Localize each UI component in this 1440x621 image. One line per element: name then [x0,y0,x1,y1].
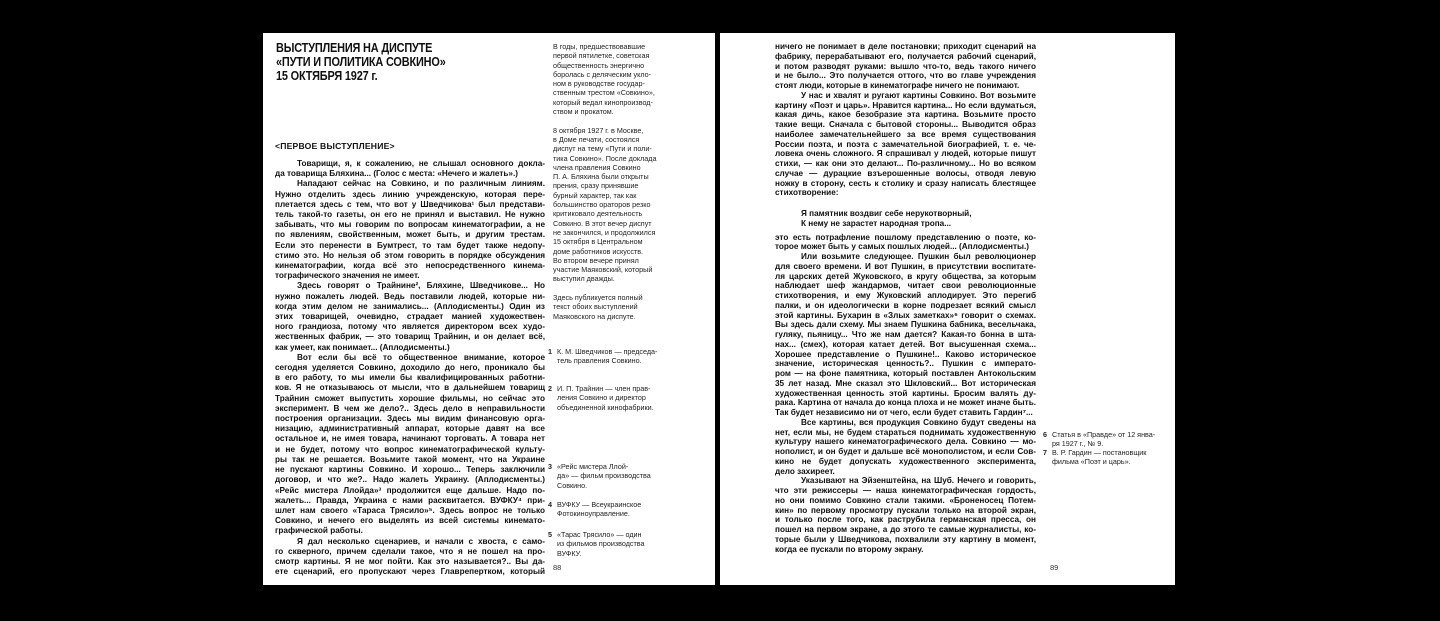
footnote-line: «Тарас Трясило» — один [557,530,642,539]
page-number: 88 [553,563,562,572]
sidenote [553,126,678,284]
sidenote-line: бурный характер, так как [553,190,637,200]
text-line: плетается здесь с тем, что вот у Шведчикова¹ был представи- [275,199,545,209]
text-line: К нему не зарастет народная тропа... [801,218,952,228]
text-line: как умеет, как понимает... (Аплодисменты.) [275,342,450,352]
text-line: этой картины. Бухарин в «Злых заметках»⁶ говорит о схемах. [775,310,1036,320]
footnote-line: ления Совкино и директор [557,393,646,403]
text-line: пошел на первом экране, а до этого те самые журналисты, ко- [775,525,1036,534]
sidenote-line: ном в руководстве государ- [553,79,645,89]
sidenote-line: тика Совкино». После доклада [553,153,657,163]
verse-quote [775,209,1036,229]
text-line: ете сценарий, его пропускают через Главрепертком, который [275,567,545,577]
text-line: какая дичь, какое безобразие эта картина. Возьмите просто [775,110,1036,120]
text-line: и не было... Это получается оттого, что во главе учреждения [775,71,1036,81]
footnote-number: 5 [548,530,552,539]
main-text-column [775,42,1036,554]
footnote-text [1052,430,1173,449]
paragraph [275,281,545,352]
text-line: шлет нам своего «Тараса Трясило»⁵. Здесь вопрос не только [275,505,545,515]
page-number: 89 [1050,563,1059,572]
text-line: наблюдает шеф жандармов, читает свои революционные [775,281,1036,291]
text-line: смотр картины. Я не мог пойти. Как это называется?.. Вы да- [275,556,545,566]
footnote-number: 2 [548,384,552,393]
text-line: когда ее пускали по второму экрану. [775,544,924,554]
text-line: 35 лет назад. Мне сказал это Шкловский... Вот историческая [775,378,1036,388]
text-line: что эти режиссеры — наша кинематографическая гордость, [775,486,1036,495]
text-line: тографического значения не имеет. [275,271,420,281]
footnote-line: ря 1927 г., № 9. [1052,439,1104,449]
text-line: ничего не понимает в деле постановки; приходит сценарий на [775,42,1036,51]
footnote-text [557,384,678,412]
sidenote-column [553,42,678,330]
sidenote-line: В годы, предшествовавшие [553,42,646,51]
text-line: Вы здесь дали схему. Мы знаем Пушкина бабника, весельчака, [775,320,1036,330]
sidenote-line: ственным трестом «Совкино», [553,88,655,98]
text-line: кинематографии, когда всё это непосредственного кинема- [275,261,545,271]
footnote-line: тель правления Совкино. [557,356,642,366]
text-line: художественная ценность этой картины. Бросим валять ду- [775,388,1036,398]
sidenote-line: который ведал кинопроизвод- [553,97,653,107]
footnote-text [557,500,678,519]
text-line: ножку в сторону, сесть к столику и сразу написать блестящее [775,178,1036,188]
text-line: Все картины, вся продукция Совкино будут сведены на [801,417,1036,427]
text-line: Я дал несколько сценариев, и начали с хвоста, с само- [297,536,545,546]
text-line: Нападают сейчас на Совкино, и по различным линиям. [297,179,545,189]
text-line: сегодня уделяется Совкино, доходило до него, проникало бы [275,363,545,373]
sidenote-line: 8 октября 1927 г. в Москве, [553,125,644,135]
text-line: низацию, административный аппарат, которые давят на все [275,424,545,434]
text-line: Если это перенести в Бумтрест, то там будет также недопу- [275,240,545,250]
footnote-number: 7 [1043,448,1047,457]
footnote-line: из фильмов производства [557,539,645,549]
footnote-line: «Рейс мистера Ллой- [557,462,629,471]
footnote-line: Фотокиноуправление. [557,509,630,519]
text-line: но они помимо Совкино стали такими. «Броненосец Потем- [775,495,1036,505]
text-line: У нас и хвалят и ругают картины Совкино. Вот возьмите [801,90,1036,100]
sidenote-line: не закончился, и продолжился [553,227,656,237]
text-line: России поэта, и поэта с замечательной биографией, т. е. че- [775,139,1036,149]
sidenote [553,42,678,116]
paragraph [275,159,545,179]
text-line: построения организации. Здесь мы видим финансовую орга- [275,414,545,424]
text-line: и не будет, потому что вопрос кинематографической культу- [275,444,545,454]
paragraph [275,179,545,281]
footnote-line: ВУФКУ — Всеукраинское [557,500,642,509]
paragraph [775,91,1036,198]
footnote-line: фильма «Поэт и царь». [1052,457,1131,467]
footnote-number: 6 [1043,430,1047,439]
text-line: для своего времени. И вот Пушкин, в присутствии воспитате- [775,261,1036,271]
sidenote-line: члена правления Совкино [553,162,641,172]
footnote-line: И. П. Трайнин — член прав- [557,384,651,393]
text-line: ков. Я не отказываюсь от мысли, что в дальнейшем товарищ [275,383,545,393]
sidenote [553,293,678,321]
text-line: стихотворение: [775,188,839,198]
text-line: нужно пожалеть людей. Ведь поставили людей, которые ни- [275,291,545,301]
text-line: ром — на фоне памятника, который поставлен Антокольским [775,369,1036,378]
text-line: нет, если мы, не будем стараться поднимать художественную [775,427,1036,437]
text-line: кин» по первому просмотру пускали только на второй экран, [775,505,1036,515]
title-line: «ПУТИ И ПОЛИТИКА СОВКИНО» [276,54,446,69]
sidenote-line: доме работников искусств. [553,246,644,256]
text-line: да товарища Бляхина... (Голос с места: «Нечего и жалеть».) [275,169,518,179]
sidenote-line: П. А. Бляхина были открыты [553,172,649,182]
footnote-number: 4 [548,500,552,509]
paragraph [775,252,1036,418]
footnote [548,462,678,490]
text-line: не пускают картины Совкино. И хорошо... Теперь заключили [275,465,545,475]
article-title [276,41,446,83]
sidenote-line: общественность энергично [553,60,645,70]
paragraph [775,233,1036,253]
text-line: нах... (смех), которая катает детей. Вот высушенная схема... [775,339,1036,349]
text-line: Нужно отделить здесь линию учрежденскую, которая пере- [275,189,545,199]
right-page [720,33,1175,585]
sidenote-line: Во втором вечере принял [553,255,639,265]
title-line: 15 ОКТЯБРЯ 1927 г. [276,68,378,83]
text-line: остальное и, не имея товара, начинают торговать. А товара нет [275,434,545,444]
footnote [548,384,678,412]
text-line: гуляку, пьяницу... Что же нам дается? Какая-то бонна в шта- [775,330,1036,339]
text-line: стихи, — как они это делают... По-различному... Но во всяком [775,159,1036,168]
sidenote-line: участие Маяковский, который [553,265,653,275]
text-line: эксперимент. В чем же дело?.. Здесь дело в неправильности [275,403,545,413]
text-line: наиболее замечательнейшего за все время существования [775,129,1036,139]
paragraph [775,418,1036,477]
text-line: жественных фабрик, — это товарищ Трайнин, и он делает всё, [275,332,545,342]
title-line: ВЫСТУПЛЕНИЯ НА ДИСПУТЕ [276,40,433,55]
text-line: ловека очень сложного. Я спрашивал у людей, которые пишут [775,149,1036,159]
footnote [548,500,678,519]
footnote-text [557,347,678,366]
text-line: тель такой-то газеты, он его не принял и выставил. Не нужно [275,210,545,220]
sidenote-line: диспут на тему «Пути и поли- [553,144,652,154]
sidenote-line: Здесь публикуется полный [553,293,643,303]
text-line: этих товарищей, очевидно, страдает манией художествен- [275,312,545,322]
text-line: дело захиреет. [775,466,835,476]
text-line: рака. Картина от начала до конца плоха и не может иначе быть. [775,398,1036,408]
text-line: культуру нашего кинематографического дела. Совкино — мо- [775,437,1036,447]
sidenote-line: ством и прокатом. [553,107,614,117]
footnote [1043,448,1173,467]
sidenote-line: 15 октября в Центральном [553,237,643,247]
text-line: когда этим делом не занимались... (Аплодисменты.) Один из [275,301,545,311]
text-line: и только после того, как раструбила германская пресса, он [775,515,1036,525]
text-line: Так будет независимо ни от чего, если будет ставить Гардин⁷... [775,408,1033,417]
text-line: палки, и он идеологически в корне подрезает всякий смысл [775,300,1036,310]
footnote-line: В. Р. Гардин — постановщик [1052,448,1147,457]
paragraph [775,42,1036,91]
sidenote-line: первой пятилетке, советская [553,51,650,61]
text-line: и потом разводят руками: вышло что-то, ведь такого ничего [775,61,1036,71]
footnote-text [557,530,678,558]
footnote-line: объединенной кинофабрики. [557,402,654,412]
paragraph [275,353,545,537]
sidenote-line: Совкино. В этот вечер диспут [553,218,652,228]
text-line: по явлениям, свойственным, может быть, и другим трестам. [275,230,545,240]
text-line: Я памятник воздвиг себе нерукотворный, [801,209,972,218]
text-line: нополист, и он будет и дальше всё монополистом, и если Сов- [775,447,1036,456]
paragraph [275,537,545,578]
text-line: Здесь говорят о Трайнине², Бляхине, Шведчикове... Но [297,281,545,291]
left-page [263,33,715,585]
text-line: это есть потрафление пошлому представлению о поэте, ко- [775,232,1036,242]
footnote-line: да» — фильм производства [557,471,651,481]
sidenote-line: Маяковского на диспуте. [553,311,636,321]
text-line: Совкино, и нечего его выделять из всей системы кинемато- [275,516,545,526]
text-line: забывать, что мы говорим по вопросам кинематографии, а не [275,220,545,230]
text-line: Вот если бы всё то общественное внимание, которое [297,352,545,362]
text-line: Или возьмите следующее. Пушкин был революционер [801,252,1036,261]
footnote-line: Статья в «Правде» от 12 янва- [1052,430,1156,439]
text-line: графической работы. [275,526,363,536]
sidenote-line: прения, сразу принявшие [553,181,639,191]
text-line: стимо это. Но нельзя об этом говорить в порядке обсуждения [275,250,545,260]
text-line: ного грандиоза, потому что является директором всех худо- [275,322,545,332]
text-line: договор, и что же?.. Надо жалеть Украину. (Аплодисменты.) [275,475,545,485]
text-line: случае — дурацкие взъерошенные волосы, отводя левую [775,168,1036,178]
footnote-line: ВУФКУ. [557,548,582,558]
footnote-line: Совкино. [557,480,588,490]
footnote-number: 1 [548,347,552,356]
text-line: в его работу, то мы имели бы квалифицированных работни- [275,373,545,383]
text-line: торые были у Шведчикова, похвалили эту картину в момент, [775,534,1036,544]
sidenote-line: боролась с деляческим укло- [553,69,652,79]
sidenote-line: выступил дважды. [553,274,615,284]
paragraph [775,476,1036,554]
text-line: картину «Поэт и царь». Нравится картина... Но если вдуматься, [775,100,1036,110]
text-line: жалеть... Правда, Украина с нами расквитается. ВУФКУ⁴ при- [275,495,545,505]
footnote [548,347,678,366]
text-line: стоят люди, которые в кинематографе ничего не понимают. [775,81,1020,90]
section-heading: <ПЕРВОЕ ВЫСТУПЛЕНИЕ> [275,141,395,151]
text-line: Трайнин сможет выпустить хорошие фильмы, но сейчас это [275,393,545,403]
text-line: кино не будет допускать художественного эксперимента, [775,456,1036,466]
text-line: Товарищи, я, к сожалению, не слышал основного докла- [297,159,545,168]
text-line: значение, историческая ценность?.. Пушкин с императо- [775,359,1036,369]
text-line: Указывают на Эйзенштейна, на Шуб. Нечего и говорить, [801,476,1036,486]
text-line: го скверного, причем сделали такое, что я не пошел на про- [275,546,545,556]
footnote-line: К. М. Шведчиков — председа- [557,347,658,356]
text-line: торое может быть у самых пошлых людей... (Аплодисменты.) [775,242,1029,252]
text-line: стихотворения, и ему Жуковский аплодирует. Это перегиб [775,291,1036,300]
text-line: фабрику, перерабатывают его, получается рабочий сценарий, [775,51,1036,61]
text-line: ры так не решается. Возьмите такой момент, что на Украине [275,454,545,464]
sidenote-line: большинство ораторов резко [553,200,651,210]
sidenote-line: текст обоих выступлений [553,302,638,312]
footnote-number: 3 [548,462,552,471]
footnote [1043,430,1173,449]
sidenote-line: в Доме печати, состоялся [553,134,640,144]
text-line: такие вещи. Сначала с бытовой стороны... Выводится образ [775,120,1036,129]
footnote [548,530,678,558]
text-line: Хорошее представление о Пушкине!.. Каково историческое [775,349,1036,359]
text-line: «Рейс мистера Ллойда»³ продолжится еще дальше. Надо по- [275,485,545,495]
sidenote-line: критиковало деятельность [553,209,643,219]
footnote-text [1052,448,1173,467]
main-text-column [275,159,545,577]
footnote-text [557,462,678,490]
text-line: ля царских детей Жуковского, в кругу общества, за которым [775,271,1036,281]
